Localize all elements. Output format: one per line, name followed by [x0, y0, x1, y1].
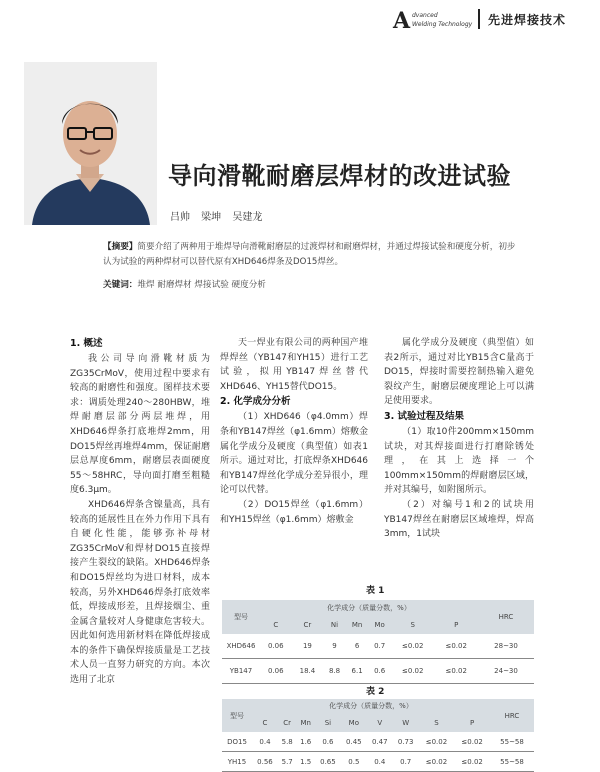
table-cell: ≤0.02: [445, 667, 467, 675]
header-divider: [478, 9, 480, 29]
table-cell: 28~30: [494, 642, 518, 650]
column-3-paragraph-1: 属化学成分及硬度（典型值）如表2所示，通过对比YB15含C量高于DO15，焊接时需要控制热输入避免裂纹产生，耐磨层硬度理论上可以满足使用要求。: [384, 338, 534, 407]
table-2-col-Si: Si: [324, 718, 332, 727]
keywords: [103, 278, 266, 290]
author-photo: [24, 62, 157, 225]
table-cell: 0.73: [397, 737, 414, 746]
table-1-col-P: P: [454, 620, 459, 629]
table-cell: ≤0.02: [445, 642, 467, 650]
journal-logo-letter: A: [393, 8, 411, 34]
table-1-hrc-header: HRC: [498, 613, 514, 621]
section-2-paragraph-2: （2）DO15焊丝（φ1.6mm）和YH15焊丝（φ1.6mm）熔敷金: [220, 499, 368, 525]
table-1-row-1-model: XHD646: [226, 642, 256, 650]
article-authors: 吕帅 梁坤 吴建龙: [170, 212, 263, 223]
table-cell: 0.7: [400, 757, 412, 766]
table-cell: ≤0.02: [401, 667, 424, 675]
journal-logo-line2: Welding Technology: [412, 21, 473, 28]
table-1-col-Mo: Mo: [374, 620, 385, 629]
table-row: [222, 659, 534, 684]
table-row: [222, 634, 534, 659]
table-1: [222, 600, 534, 684]
table-1-col-S: S: [410, 620, 415, 629]
table-2-col-P: P: [470, 718, 475, 727]
table-2-col-V: V: [377, 718, 383, 727]
keywords-label: 关键词：: [103, 280, 138, 290]
keywords-text: 堆焊 耐磨焊材 焊接试验 硬度分析: [137, 280, 266, 290]
section-3-title: 3. 试验过程及结果: [384, 410, 465, 422]
table-2-col-W: W: [402, 718, 410, 727]
table-1-caption: 表 1: [366, 586, 385, 596]
table-cell: 0.4: [259, 737, 271, 746]
table-1-col-C: C: [273, 620, 279, 629]
section-3-paragraph-1: （1）取10件200mm×150mm试块，对其焊接面进行打磨除锈处理，在其上选择一个100mm×150mm的焊耐磨层区域，并对其编号，如附图所示。: [384, 426, 534, 496]
table-cell: ≤0.02: [425, 757, 448, 766]
table-cell: 24~30: [494, 667, 518, 675]
table-1-col-Mn: Mn: [351, 620, 363, 629]
table-cell: 9: [332, 642, 337, 650]
table-cell: ≤0.02: [461, 757, 483, 766]
table-cell: ≤0.02: [461, 737, 483, 746]
table-cell: 0.6: [322, 737, 334, 746]
table-cell: 0.5: [348, 757, 360, 766]
section-3-paragraph-2: （2）对编号1和2的试块用YB147焊丝在耐磨层区域堆焊，焊高3mm，1试块: [384, 499, 534, 540]
table-row: [222, 752, 534, 772]
body-column-1: [70, 336, 210, 688]
table-2-col-C: C: [262, 718, 268, 727]
table-cell: 5.7: [281, 757, 293, 766]
table-2-model-header: 型号: [230, 711, 244, 720]
table-cell: 0.45: [346, 737, 362, 746]
table-1-group-header: 化学成分（质量分数，%）: [327, 603, 411, 612]
author-portrait-icon: [24, 62, 157, 225]
table-2-col-Mo: Mo: [348, 718, 359, 727]
table-2: [222, 699, 534, 772]
table-cell: 55~58: [500, 737, 524, 746]
table-cell: 18.4: [299, 667, 316, 675]
table-cell: 6: [354, 642, 360, 650]
table-cell: 5.8: [281, 737, 293, 746]
table-1-row-2-model: YB147: [229, 667, 253, 675]
table-cell: 0.06: [268, 642, 284, 650]
table-cell: 0.7: [374, 642, 386, 650]
table-2-row-2-model: YH15: [227, 757, 247, 766]
table-1-col-Ni: Ni: [330, 620, 339, 629]
abstract: [103, 240, 521, 270]
table-cell: 0.06: [268, 667, 284, 675]
table-cell: 0.4: [374, 757, 386, 766]
table-2-col-S: S: [434, 718, 439, 727]
table-cell: 55~58: [500, 757, 524, 766]
section-1-paragraph-2: XHD646焊条含镍量高，具有较高的延展性且在外力作用下具有自硬化性能，能够弥补母材ZG35CrMoV和焊材DO15直接焊接产生裂纹的缺陷。XHD646焊条和DO15焊丝均为进口材料，成本较高，另外XHD646焊条打底效率低，焊接成形差，且焊接烟尘、重金属含量较对人身健康危害较大。因此如何选用新材料在降低焊接成本的条件下确保焊接质量是工艺技术人员一直努力研究的方向。本次选用了北京: [70, 499, 210, 686]
table-cell: 19: [302, 642, 312, 650]
body-column-3: [384, 336, 534, 542]
table-cell: 0.6: [374, 667, 386, 675]
table-2-col-Cr: Cr: [283, 718, 292, 727]
abstract-text: 简要介绍了两种用于堆焊导向滑靴耐磨层的过渡焊材和耐磨焊材，并通过焊接试验和硬度分析，初步认为试验的两种焊材可以替代原有XHD646焊条及DO15焊丝。: [103, 242, 516, 267]
abstract-label: 【摘要】: [103, 242, 138, 252]
article-title: 导向滑靴耐磨层焊材的改进试验: [168, 162, 511, 190]
table-cell: 0.56: [257, 757, 273, 766]
table-cell: 6.1: [351, 667, 363, 675]
table-1-model-header: 型号: [234, 613, 248, 621]
section-2-paragraph-1: （1）XHD646（φ4.0mm）焊条和YB147焊丝（φ1.6mm）熔敷金属化学成分及硬度（典型值）如表1所示。通过对比，打底焊条XHD646和YB147焊丝化学成分差异很小，理论可以代替。: [220, 412, 368, 496]
section-2-title: 2. 化学成分分析: [220, 396, 291, 408]
table-cell: 1.6: [300, 737, 312, 746]
table-cell: 8.8: [328, 667, 341, 675]
table-cell: 0.47: [371, 737, 388, 746]
table-2-col-Mn: Mn: [300, 718, 311, 727]
table-2-group-header: 化学成分（质量分数，%）: [329, 702, 413, 710]
table-1-col-Cr: Cr: [303, 620, 312, 629]
section-1-paragraph-1: 我公司导向滑靴材质为ZG35CrMoV，使用过程中要求有较高的耐磨性和强度。图样技术要求：调质处理240～280HBW，堆焊耐磨层部分两层堆焊，用XHD646焊条打底堆焊2mm，用DO15焊丝再堆焊4mm，保证耐磨层总厚度6mm，耐磨层表面硬度55～58HRC，导向面打磨至粗糙度6.3μm。: [70, 354, 210, 496]
table-cell: 0.65: [320, 757, 336, 766]
table-cell: 1.5: [300, 757, 312, 766]
section-1-title: 1. 概述: [70, 338, 103, 349]
table-cell: ≤0.02: [425, 737, 448, 746]
journal-logo-line1: dvanced: [412, 12, 438, 19]
table-cell: ≤0.02: [401, 642, 424, 650]
table-2-hrc-header: HRC: [504, 711, 520, 720]
column-2-paragraph-1: 天一焊业有限公司的两种国产堆焊焊丝（YB147和YH15）进行工艺试验，拟用YB147焊丝替代XHD646、YH15替代DO15。: [220, 338, 368, 392]
table-2-row-1-model: DO15: [227, 737, 247, 746]
body-column-2: [220, 336, 368, 527]
table-row: [222, 732, 534, 752]
column-title: 先进焊接技术: [488, 13, 567, 27]
table-2-caption: 表 2: [366, 687, 385, 697]
